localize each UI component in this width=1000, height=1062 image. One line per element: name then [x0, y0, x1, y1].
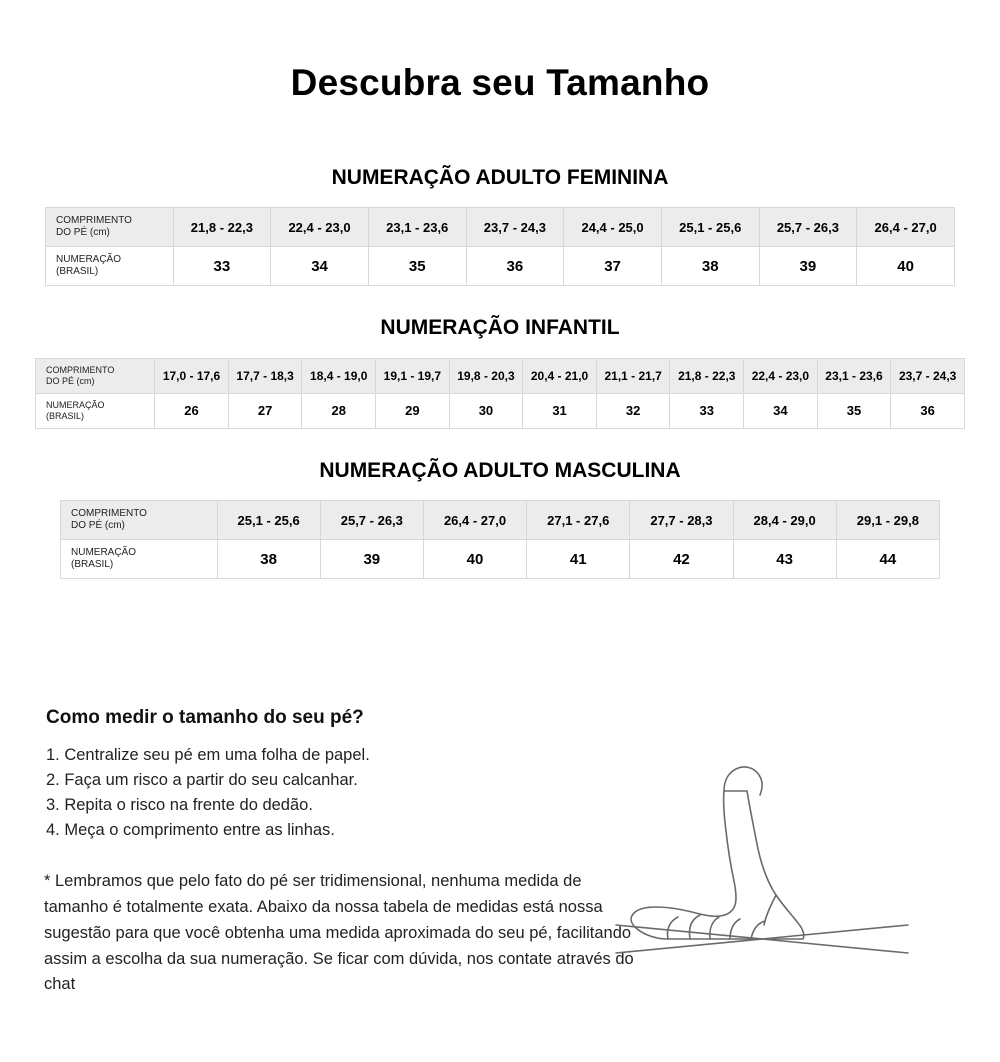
- cell-length: 17,7 - 18,3: [228, 358, 302, 393]
- cell-length: 27,1 - 27,6: [527, 501, 630, 540]
- list-item: 1. Centralize seu pé em uma folha de papel.: [46, 746, 370, 764]
- cell-length: 19,8 - 20,3: [449, 358, 523, 393]
- row-label-size: [36, 393, 155, 428]
- cell-length: 24,4 - 25,0: [564, 208, 662, 247]
- table-row: [61, 501, 940, 540]
- cell-size: 37: [564, 247, 662, 286]
- table-feminina: [45, 207, 955, 286]
- row-label-length-line1: COMPRIMENTO: [71, 507, 147, 519]
- cell-length: 23,1 - 23,6: [817, 358, 891, 393]
- row-label-length-line2: DO PÉ (cm): [46, 375, 95, 386]
- cell-length: 29,1 - 29,8: [836, 501, 939, 540]
- section-title-infantil: NUMERAÇÃO INFANTIL: [380, 316, 620, 340]
- cell-size: 43: [733, 540, 836, 579]
- cell-length: 25,1 - 25,6: [217, 501, 320, 540]
- cell-length: 21,1 - 21,7: [596, 358, 670, 393]
- row-label-length: [61, 501, 218, 540]
- cell-length: 20,4 - 21,0: [523, 358, 597, 393]
- cell-length: 27,7 - 28,3: [630, 501, 733, 540]
- row-label-length-line2: DO PÉ (cm): [56, 227, 110, 239]
- row-label-length-line2: DO PÉ (cm): [71, 520, 125, 532]
- cell-length: 25,1 - 25,6: [661, 208, 759, 247]
- section-title-masculina: NUMERAÇÃO ADULTO MASCULINA: [319, 458, 681, 482]
- cell-length: 23,7 - 24,3: [466, 208, 564, 247]
- cell-size: 30: [449, 393, 523, 428]
- cell-size: 39: [320, 540, 423, 579]
- row-label-size: [46, 247, 174, 286]
- list-item: 3. Repita o risco na frente do dedão.: [46, 796, 313, 815]
- table-row: [36, 358, 965, 393]
- table-infantil: [35, 358, 965, 429]
- row-label-size-line2: (BRASIL): [46, 410, 85, 421]
- cell-size: 29: [376, 393, 450, 428]
- cell-size: 42: [630, 540, 733, 579]
- row-label-size: [61, 540, 218, 579]
- cell-length: 25,7 - 26,3: [320, 501, 423, 540]
- row-label-size-line1: NUMERAÇÃO: [46, 399, 105, 410]
- cell-size: 28: [302, 393, 376, 428]
- row-label-size-line1: NUMERAÇÃO: [56, 253, 122, 265]
- table-row: [61, 540, 940, 579]
- cell-length: 26,4 - 27,0: [857, 208, 955, 247]
- table-row: [36, 393, 965, 428]
- howto-note: * Lembramos que pelo fato do pé ser tridimensional, nenhuma medida de tamanho é totalmente exata. Abaixo da nossa tabela de medidas está nossa sugestão para que você obtenha uma medida aproximada do seu pé, facilitando assim a escolha da sua numeração. Se ficar com dúvida, nos contate através do chat: [44, 872, 634, 994]
- cell-length: 19,1 - 19,7: [376, 358, 450, 393]
- cell-length: 26,4 - 27,0: [423, 501, 526, 540]
- cell-size: 40: [857, 247, 955, 286]
- row-label-size-line2: (BRASIL): [56, 266, 99, 278]
- cell-size: 33: [670, 393, 744, 428]
- cell-size: 40: [423, 540, 526, 579]
- cell-size: 26: [155, 393, 229, 428]
- cell-length: 17,0 - 17,6: [155, 358, 229, 393]
- cell-length: 21,8 - 22,3: [173, 208, 271, 247]
- cell-length: 28,4 - 29,0: [733, 501, 836, 540]
- cell-size: 39: [759, 247, 857, 286]
- row-label-length: [36, 358, 155, 393]
- size-guide-page: [0, 62, 1000, 1062]
- cell-size: 38: [661, 247, 759, 286]
- row-label-length-line1: COMPRIMENTO: [46, 364, 115, 375]
- cell-length: 22,4 - 23,0: [744, 358, 818, 393]
- cell-size: 41: [527, 540, 630, 579]
- section-title-feminina: NUMERAÇÃO ADULTO FEMININA: [331, 166, 669, 189]
- cell-size: 32: [596, 393, 670, 428]
- cell-size: 38: [217, 540, 320, 579]
- cell-length: 23,1 - 23,6: [368, 208, 466, 247]
- row-label-length: [46, 208, 174, 247]
- cell-length: 22,4 - 23,0: [271, 208, 369, 247]
- howto-section: [44, 707, 956, 1014]
- page-title: Descubra seu Tamanho: [290, 62, 710, 103]
- table-row: [46, 247, 955, 286]
- row-label-size-line2: (BRASIL): [71, 559, 114, 571]
- cell-size: 35: [368, 247, 466, 286]
- howto-title: Como medir o tamanho do seu pé?: [46, 707, 364, 728]
- row-label-length-line1: COMPRIMENTO: [56, 214, 132, 226]
- cell-length: 23,7 - 24,3: [891, 358, 965, 393]
- cell-size: 36: [466, 247, 564, 286]
- table-masculina: [60, 500, 940, 579]
- cell-size: 33: [173, 247, 271, 286]
- cell-size: 34: [744, 393, 818, 428]
- cell-length: 25,7 - 26,3: [759, 208, 857, 247]
- cell-size: 27: [228, 393, 302, 428]
- cell-length: 21,8 - 22,3: [670, 358, 744, 393]
- list-item: 4. Meça o comprimento entre as linhas.: [46, 821, 335, 840]
- cell-length: 18,4 - 19,0: [302, 358, 376, 393]
- table-row: [46, 208, 955, 247]
- foot-measure-illustration: [608, 757, 938, 987]
- row-label-size-line1: NUMERAÇÃO: [71, 546, 137, 558]
- cell-size: 34: [271, 247, 369, 286]
- cell-size: 36: [891, 393, 965, 428]
- list-item: 2. Faça um risco a partir do seu calcanhar.: [46, 771, 358, 790]
- cell-size: 35: [817, 393, 891, 428]
- cell-size: 44: [836, 540, 939, 579]
- cell-size: 31: [523, 393, 597, 428]
